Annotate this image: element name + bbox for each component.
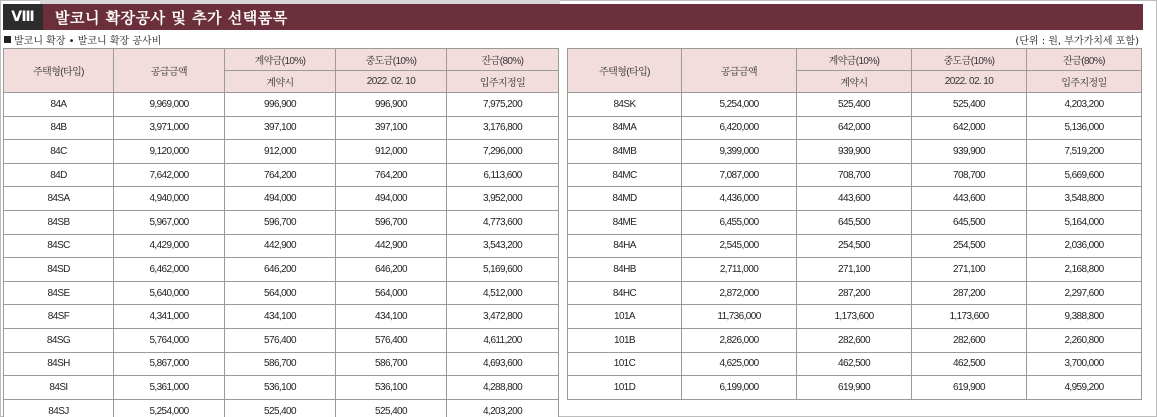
cell-supply: 5,361,000 [114,376,225,400]
cell-contract: 939,900 [797,140,912,164]
cell-supply: 3,971,000 [114,116,225,140]
cell-type: 84HC [568,281,682,305]
cell-supply: 6,455,000 [682,210,797,234]
cell-supply: 9,399,000 [682,140,797,164]
cell-type: 84HA [568,234,682,258]
cell-type: 101D [568,376,682,400]
header-middle-sub: 2022. 02. 10 [912,71,1027,93]
cell-balance: 7,519,200 [1027,140,1142,164]
table-row [4,140,559,164]
price-table-left [3,48,559,417]
cell-contract: 646,200 [225,258,336,282]
cell-type: 84B [4,116,114,140]
cell-balance: 3,952,000 [447,187,559,211]
cell-type: 84SF [4,305,114,329]
cell-type: 84SI [4,376,114,400]
cell-balance: 5,169,600 [447,258,559,282]
section-banner [3,4,1143,30]
cell-middle: 271,100 [912,258,1027,282]
cell-supply: 4,341,000 [114,305,225,329]
cell-type: 101B [568,328,682,352]
header-contract: 계약금(10%) [225,49,336,71]
cell-balance: 2,297,600 [1027,281,1142,305]
cell-supply: 6,420,000 [682,116,797,140]
table-row [568,328,1142,352]
price-table-right [567,48,1142,400]
cell-contract: 764,200 [225,163,336,187]
cell-supply: 6,462,000 [114,258,225,282]
cell-contract: 536,100 [225,376,336,400]
cell-type: 84ME [568,210,682,234]
table-row [568,116,1142,140]
cell-balance: 3,548,800 [1027,187,1142,211]
cell-middle: 525,400 [336,399,447,417]
cell-type: 84SH [4,352,114,376]
cell-supply: 5,254,000 [682,93,797,117]
cell-middle: 434,100 [336,305,447,329]
cell-type: 84D [4,163,114,187]
cell-middle: 1,173,600 [912,305,1027,329]
cell-contract: 434,100 [225,305,336,329]
cell-type: 101A [568,305,682,329]
cell-supply: 2,872,000 [682,281,797,305]
header-middle-sub: 2022. 02. 10 [336,71,447,93]
cell-contract: 596,700 [225,210,336,234]
cell-middle: 642,000 [912,116,1027,140]
table-row [4,93,559,117]
cell-type: 84SC [4,234,114,258]
cell-supply: 5,640,000 [114,281,225,305]
cell-type: 84SJ [4,399,114,417]
cell-middle: 996,900 [336,93,447,117]
table-row [4,234,559,258]
cell-supply: 4,625,000 [682,352,797,376]
cell-contract: 996,900 [225,93,336,117]
cell-supply: 6,199,000 [682,376,797,400]
cell-contract: 708,700 [797,163,912,187]
cell-middle: 254,500 [912,234,1027,258]
cell-supply: 7,087,000 [682,163,797,187]
cell-middle: 462,500 [912,352,1027,376]
cell-middle: 494,000 [336,187,447,211]
table-row [568,281,1142,305]
cell-supply: 5,254,000 [114,399,225,417]
cell-middle: 912,000 [336,140,447,164]
table-row [568,210,1142,234]
table-body-left [4,93,559,417]
cell-middle: 596,700 [336,210,447,234]
cell-balance: 9,388,800 [1027,305,1142,329]
cell-contract: 642,000 [797,116,912,140]
table-row [4,305,559,329]
cell-contract: 1,173,600 [797,305,912,329]
cell-middle: 525,400 [912,93,1027,117]
cell-contract: 576,400 [225,328,336,352]
cell-contract: 442,900 [225,234,336,258]
cell-contract: 494,000 [225,187,336,211]
cell-middle: 536,100 [336,376,447,400]
table-row [568,305,1142,329]
cell-middle: 645,500 [912,210,1027,234]
cell-contract: 525,400 [797,93,912,117]
table-row [4,187,559,211]
cell-type: 84SD [4,258,114,282]
table-row [4,116,559,140]
cell-balance: 7,975,200 [447,93,559,117]
cell-type: 84MC [568,163,682,187]
cell-contract: 397,100 [225,116,336,140]
table-row [568,234,1142,258]
cell-supply: 9,969,000 [114,93,225,117]
cell-balance: 4,773,600 [447,210,559,234]
cell-balance: 3,176,800 [447,116,559,140]
cell-type: 84MA [568,116,682,140]
cell-supply: 11,736,000 [682,305,797,329]
cell-balance: 2,260,800 [1027,328,1142,352]
table-row [568,93,1142,117]
cell-balance: 4,611,200 [447,328,559,352]
header-supply: 공급금액 [114,49,225,93]
header-type: 주택형(타입) [568,49,682,93]
cell-middle: 619,900 [912,376,1027,400]
cell-type: 84SG [4,328,114,352]
cell-balance: 4,693,600 [447,352,559,376]
cell-balance: 4,959,200 [1027,376,1142,400]
cell-contract: 525,400 [225,399,336,417]
cell-contract: 645,500 [797,210,912,234]
cell-supply: 5,764,000 [114,328,225,352]
cell-supply: 5,967,000 [114,210,225,234]
cell-middle: 708,700 [912,163,1027,187]
table-row [4,399,559,417]
cell-type: 84SE [4,281,114,305]
table-row [4,163,559,187]
cell-supply: 2,545,000 [682,234,797,258]
cell-middle: 287,200 [912,281,1027,305]
cell-balance: 7,296,000 [447,140,559,164]
table-row [4,281,559,305]
cell-supply: 2,711,000 [682,258,797,282]
cell-balance: 5,669,600 [1027,163,1142,187]
cell-balance: 2,168,800 [1027,258,1142,282]
cell-balance: 5,136,000 [1027,116,1142,140]
cell-supply: 7,642,000 [114,163,225,187]
header-middle: 중도금(10%) [336,49,447,71]
cell-type: 84SK [568,93,682,117]
cell-balance: 3,472,800 [447,305,559,329]
subtitle-text: 발코니 확장 • 발코니 확장 공사비 [14,36,162,47]
cell-contract: 586,700 [225,352,336,376]
cell-balance: 6,113,600 [447,163,559,187]
cell-balance: 3,700,000 [1027,352,1142,376]
cell-middle: 576,400 [336,328,447,352]
cell-type: 101C [568,352,682,376]
table-row [568,187,1142,211]
cell-balance: 4,512,000 [447,281,559,305]
section-number: Ⅷ [3,4,43,30]
section-title: 발코니 확장공사 및 추가 선택품목 [55,8,288,27]
cell-middle: 586,700 [336,352,447,376]
header-supply: 공급금액 [682,49,797,93]
header-balance-sub: 입주지정일 [447,71,559,93]
table-row [568,352,1142,376]
header-balance-sub: 입주지정일 [1027,71,1142,93]
table-row [4,376,559,400]
header-balance: 잔금(80%) [1027,49,1142,71]
cell-type: 84A [4,93,114,117]
cell-balance: 5,164,000 [1027,210,1142,234]
header-balance: 잔금(80%) [447,49,559,71]
table-row [568,140,1142,164]
cell-contract: 619,900 [797,376,912,400]
cell-contract: 912,000 [225,140,336,164]
cell-type: 84SB [4,210,114,234]
table-body-right [568,93,1142,400]
cell-type: 84MB [568,140,682,164]
cell-balance: 4,203,200 [1027,93,1142,117]
table-row [4,210,559,234]
cell-type: 84SA [4,187,114,211]
cell-middle: 939,900 [912,140,1027,164]
cell-middle: 282,600 [912,328,1027,352]
cell-supply: 5,867,000 [114,352,225,376]
cell-contract: 564,000 [225,281,336,305]
cell-type: 84C [4,140,114,164]
table-row [4,352,559,376]
cell-supply: 2,826,000 [682,328,797,352]
subtitle [4,32,161,47]
table-row [568,376,1142,400]
cell-middle: 646,200 [336,258,447,282]
table-row [4,258,559,282]
header-contract: 계약금(10%) [797,49,912,71]
unit-note: (단위 : 원, 부가가치세 포함) [1015,36,1139,47]
cell-contract: 462,500 [797,352,912,376]
cell-balance: 4,288,800 [447,376,559,400]
cell-balance: 3,543,200 [447,234,559,258]
cell-supply: 4,429,000 [114,234,225,258]
cell-supply: 4,436,000 [682,187,797,211]
cell-contract: 287,200 [797,281,912,305]
cell-middle: 564,000 [336,281,447,305]
cell-type: 84MD [568,187,682,211]
cell-contract: 271,100 [797,258,912,282]
cell-middle: 397,100 [336,116,447,140]
cell-contract: 443,600 [797,187,912,211]
header-type: 주택형(타입) [4,49,114,93]
header-contract-sub: 계약시 [797,71,912,93]
cell-balance: 4,203,200 [447,399,559,417]
cell-middle: 764,200 [336,163,447,187]
cell-type: 84HB [568,258,682,282]
header-middle: 중도금(10%) [912,49,1027,71]
cell-middle: 443,600 [912,187,1027,211]
cell-supply: 9,120,000 [114,140,225,164]
table-row [568,163,1142,187]
cell-middle: 442,900 [336,234,447,258]
cell-supply: 4,940,000 [114,187,225,211]
cell-contract: 282,600 [797,328,912,352]
table-row [4,328,559,352]
cell-balance: 2,036,000 [1027,234,1142,258]
square-bullet-icon [4,36,11,43]
header-contract-sub: 계약시 [225,71,336,93]
cell-contract: 254,500 [797,234,912,258]
table-row [568,258,1142,282]
